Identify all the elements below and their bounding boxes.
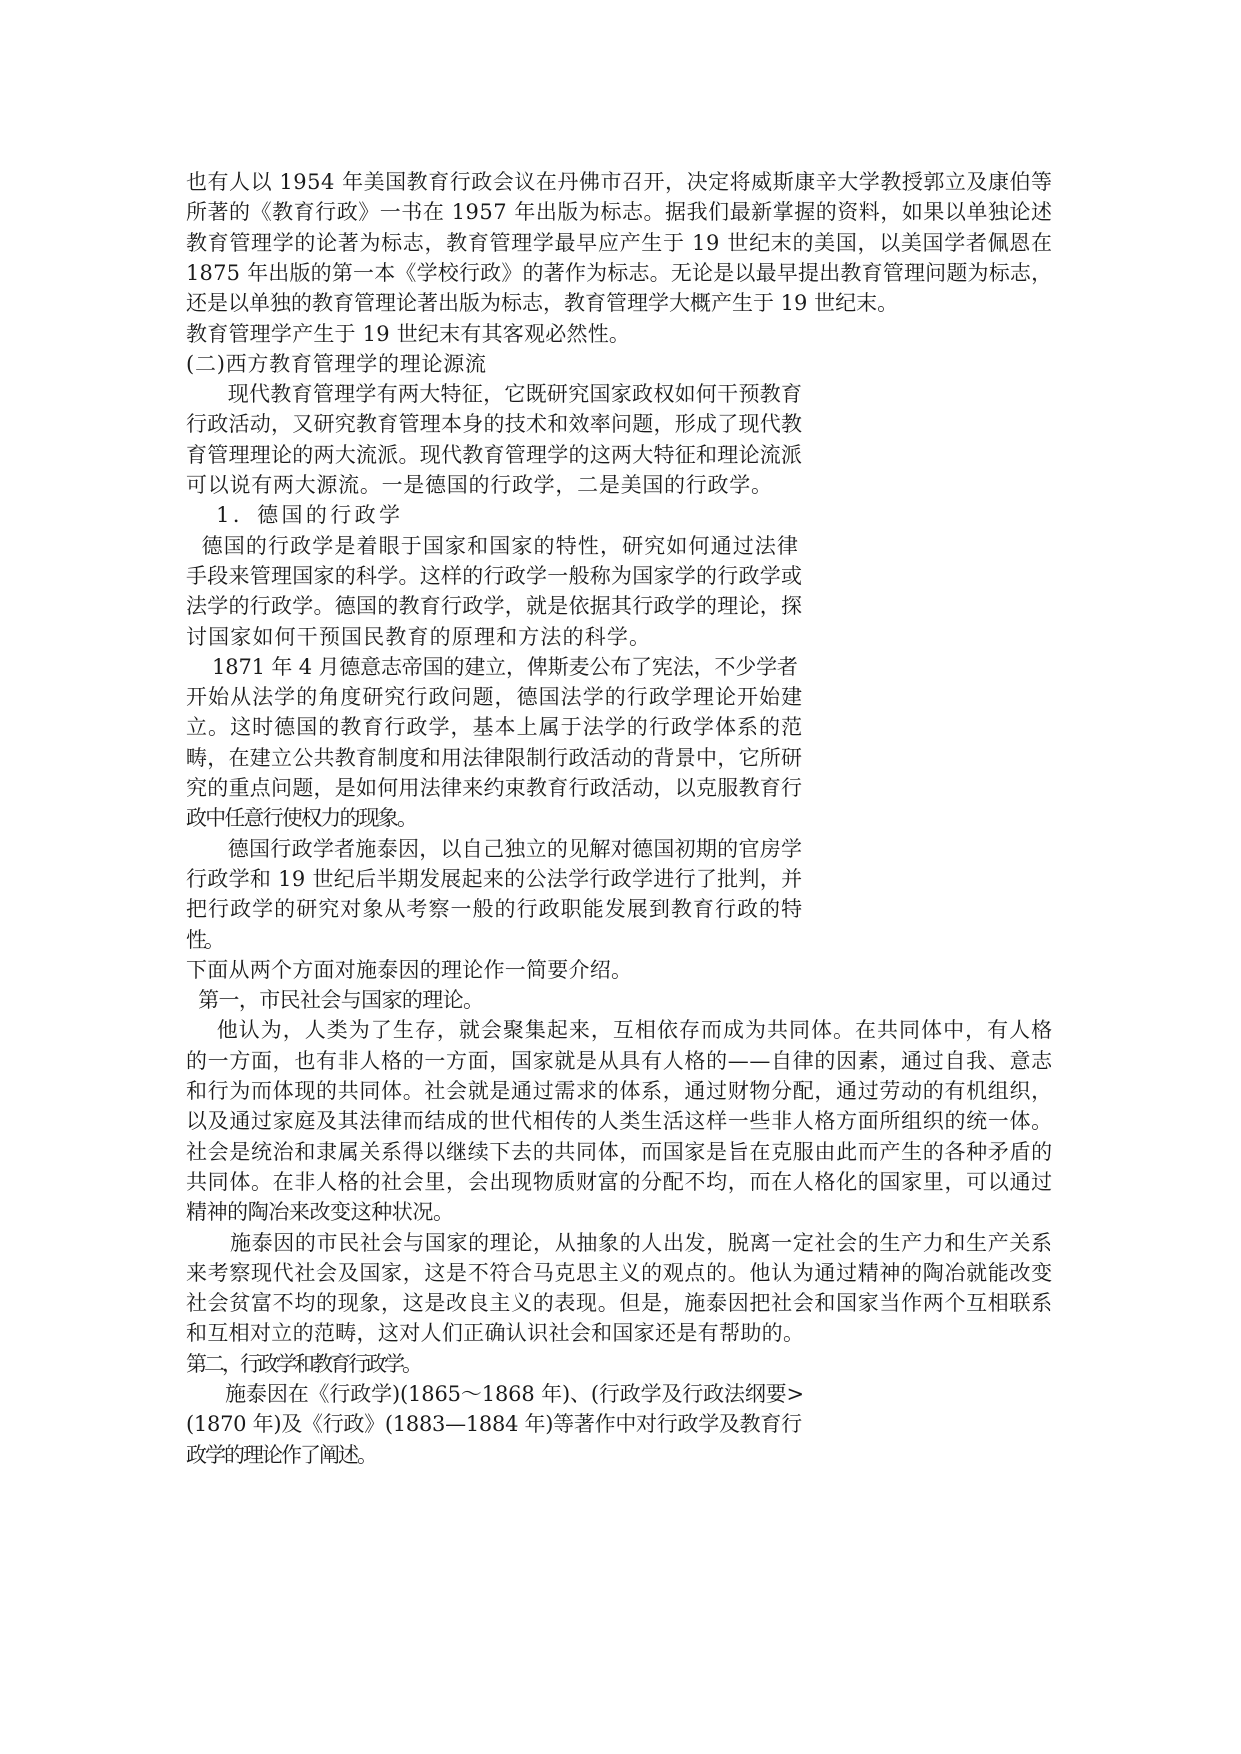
text-line: 德国行政学者施泰因，以自己独立的见解对德国初期的官房学 [186,836,803,861]
text-line: 1875 年出版的第一本《学校行政》的著作为标志。无论是以最早提出教育管理问题为标志， [186,260,1053,285]
text-line: 第二，行政学和教育行政学。 [186,1351,420,1376]
text-line: 社会贫富不均的现象，这是改良主义的表现。但是，施泰因把社会和国家当作两个互相联系 [186,1291,1053,1316]
text-line: (1870 年)及《行政》(1883—1884 年)等著作中对行政学及教育行 [186,1412,802,1437]
text-line: 行政学和 19 世纪后半期发展起来的公法学行政学进行了批判，并 [186,866,803,891]
text-line: 1．德国的行政学 [186,503,404,528]
text-line: 可以说有两大源流。一是德国的行政学，二是美国的行政学。 [186,473,773,497]
text-line: 第一，市民社会与国家的理论。 [186,988,484,1013]
text-line: 施泰因的市民社会与国家的理论，从抽象的人出发，脱离一定社会的生产力和生产关系 [186,1230,1053,1255]
text-line: 立。这时德国的教育行政学，基本上属于法学的行政学体系的范 [186,715,804,740]
text-line: 的一方面，也有非人格的一方面，国家就是从具有人格的——自律的因素，通过自我、意志 [186,1048,1053,1073]
text-line: 还是以单独的教育管理论著出版为标志，教育管理学大概产生于 19 世纪末。 [186,291,899,316]
text-line: 和互相对立的范畴，这对人们正确认识社会和国家还是有帮助的。 [186,1321,805,1346]
text-line: 育管理理论的两大流派。现代教育管理学的这两大特征和理论流派 [186,442,803,467]
text-line: 共同体。在非人格的社会里，会出现物质财富的分配不均，而在人格化的国家里，可以通过 [186,1169,1053,1194]
text-line: 下面从两个方面对施泰因的理论作一简要介绍。 [186,957,633,982]
text-line: 德国的行政学是着眼于国家和国家的特性，研究如何通过法律 [186,533,800,558]
text-line: 精神的陶冶来改变这种状况。 [186,1200,454,1225]
text-line: 教育管理学产生于 19 世纪末有其客观必然性。 [186,321,631,346]
text-line: 畴，在建立公共教育制度和用法律限制行政活动的背景中，它所研 [186,745,803,770]
text-line: 政学的理论作了阐述。 [186,1442,376,1467]
text-line: 性。 [186,927,222,952]
text-line: 法学的行政学。德国的教育行政学，就是依据其行政学的理论，探 [186,594,803,619]
text-line: 他认为，人类为了生存，就会聚集起来，互相依存而成为共同体。在共同体中，有人格 [186,1018,1054,1043]
text-line: 以及通过家庭及其法律而结成的世代相传的人类生活这样一些非人格方面所组织的统一体。 [186,1109,1053,1134]
text-line: 1871 年 4 月德意志帝国的建立，俾斯麦公布了宪法，不少学者 [186,654,798,679]
text-line: (二)西方教育管理学的理论源流 [186,351,487,376]
text-line: 手段来管理国家的科学。这样的行政学一般称为国家学的行政学或 [186,563,803,588]
text-line: 政中任意行使权力的现象。 [186,806,417,831]
text-line: 现代教育管理学有两大特征，它既研究国家政权如何干预教育 [186,382,803,407]
text-line: 施泰因在《行政学)(1865～1868 年)、(行政学及行政法纲要> [186,1382,804,1406]
text-line: 教育管理学的论著为标志，教育管理学最早应产生于 19 世纪末的美国，以美国学者佩恩在 [186,230,1053,255]
text-line: 开始从法学的角度研究行政问题，德国法学的行政学理论开始建 [186,685,804,710]
text-line: 究的重点问题，是如何用法律来约束教育行政活动，以克服教育行 [186,776,803,800]
text-line: 和行为而体现的共同体。社会就是通过需求的体系，通过财物分配，通过劳动的有机组织， [186,1079,1053,1103]
text-line: 把行政学的研究对象从考察一般的行政职能发展到教育行政的特 [186,897,804,922]
text-line: 讨国家如何干预国民教育的原理和方法的科学。 [186,624,652,649]
text-line: 社会是统治和隶属关系得以继续下去的共同体，而国家是旨在克服由此而产生的各种矛盾的 [186,1139,1053,1164]
text-line: 来考察现代社会及国家，这是不符合马克思主义的观点的。他认为通过精神的陶冶就能改变 [186,1260,1053,1285]
text-line: 行政活动，又研究教育管理本身的技术和效率问题，形成了现代教 [186,412,803,437]
text-line: 也有人以 1954 年美国教育行政会议在丹佛市召开，决定将威斯康辛大学教授郭立及康伯等 [186,170,1053,194]
text-line: 所著的《教育行政》一书在 1957 年出版为标志。据我们最新掌握的资料，如果以单独论述 [186,200,1053,225]
